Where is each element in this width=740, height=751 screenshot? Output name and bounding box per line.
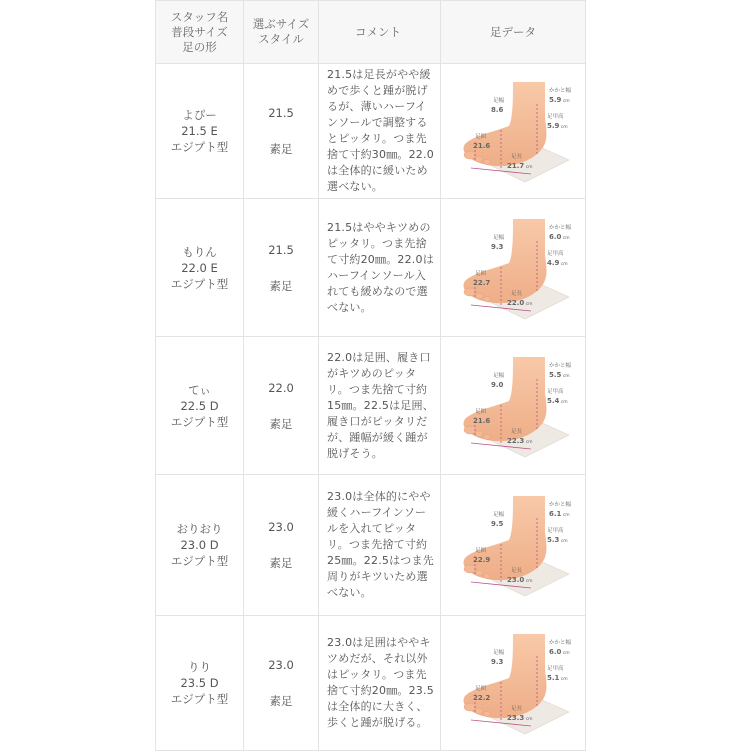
- instep-value: 5.1 cm: [547, 674, 568, 682]
- length-label: 足長: [511, 290, 523, 297]
- heel-width-value: 6.0 cm: [549, 648, 570, 656]
- chosen-size: 23.0: [268, 658, 294, 672]
- staff-name: よぴー: [182, 108, 217, 122]
- table-row: [156, 475, 586, 616]
- foot-diagram: [453, 630, 573, 736]
- chosen-size-cell: [244, 616, 319, 751]
- staff-cell: [156, 337, 244, 475]
- length-value: 23.3 cm: [507, 714, 533, 722]
- foot-width-value: 9.0: [491, 380, 504, 389]
- staff-cell: [156, 64, 244, 199]
- foot-shape: エジプト型: [170, 692, 229, 706]
- instep-label: 足甲高: [547, 114, 564, 120]
- length-value: 22.0 cm: [507, 298, 533, 307]
- girth-value: 21.6: [473, 416, 491, 425]
- comment-cell: [319, 337, 441, 475]
- foot-shape: エジプト型: [170, 414, 229, 429]
- staff-name: もりん: [182, 244, 217, 259]
- girth-value: 22.7: [473, 278, 491, 287]
- usual-size: 21.5 E: [181, 124, 218, 138]
- comment-text: 21.5はややキツめのピッタリ。つま先捨て寸約20㎜。22.0はハーフインソール入れても緩めなので選べない。: [327, 220, 434, 314]
- foot-data-cell: [441, 337, 586, 475]
- staff-cell: [156, 475, 244, 616]
- style: 素足: [269, 278, 293, 293]
- length-value: 22.3 cm: [507, 436, 533, 445]
- heel-width-value: 5.9 cm: [549, 96, 570, 104]
- chosen-size: 23.0: [268, 520, 294, 534]
- usual-size: 22.0 E: [181, 260, 218, 275]
- girth-value: 22.2: [473, 694, 491, 702]
- style: 素足: [269, 694, 293, 708]
- length-label: 足長: [511, 428, 523, 435]
- foot-width-label: 足幅: [493, 650, 505, 656]
- comment-cell: [319, 199, 441, 337]
- foot-data-cell: [441, 616, 586, 751]
- foot-width-value: 8.6: [491, 106, 504, 114]
- heel-width-label: かかと幅: [549, 640, 572, 646]
- heel-width-label: かかと幅: [549, 88, 572, 94]
- length-label: 足長: [511, 154, 523, 160]
- chosen-size-cell: [244, 199, 319, 337]
- length-value: 23.0 cm: [507, 576, 533, 584]
- instep-value: 4.9 cm: [547, 258, 568, 267]
- header-staff: スタッフ名 普段サイズ 足の形: [156, 1, 244, 64]
- heel-width-value: 6.1 cm: [549, 510, 570, 518]
- foot-diagram: [453, 215, 573, 321]
- instep-label: 足甲高: [547, 666, 564, 672]
- girth-label: 足囲: [475, 134, 487, 140]
- instep-label: 足甲高: [547, 250, 564, 257]
- foot-diagram: [453, 353, 573, 459]
- chosen-size-cell: [244, 475, 319, 616]
- table-row: [156, 337, 586, 475]
- foot-diagram: [453, 492, 573, 598]
- foot-width-label: 足幅: [493, 98, 505, 104]
- staff-size-table: [155, 0, 586, 751]
- comment-text: 22.0は足囲、履き口がキツめのピッタリ。つま先捨て寸約15㎜。22.5は足囲、履き口がピッタリだが、踵幅が緩く踵が脱げそう。: [327, 350, 434, 460]
- foot-width-value: 9.5: [491, 520, 504, 528]
- comment-cell: [319, 64, 441, 199]
- usual-size: 22.5 D: [180, 398, 219, 413]
- header-foot-data: 足データ: [441, 1, 586, 64]
- staff-cell: [156, 199, 244, 337]
- heel-width-value: 6.0 cm: [549, 232, 570, 241]
- foot-data-cell: [441, 475, 586, 616]
- foot-width-value: 9.3: [491, 242, 504, 251]
- staff-cell: [156, 616, 244, 751]
- foot-diagram: [453, 78, 573, 184]
- foot-width-label: 足幅: [493, 372, 505, 379]
- girth-label: 足囲: [475, 408, 487, 415]
- instep-label: 足甲高: [547, 528, 564, 534]
- style: 素足: [269, 416, 293, 431]
- table-header-row: [156, 1, 586, 64]
- instep-label: 足甲高: [547, 388, 564, 395]
- foot-width-label: 足幅: [493, 234, 505, 241]
- foot-data-cell: [441, 199, 586, 337]
- girth-label: 足囲: [475, 548, 487, 554]
- table-row: [156, 199, 586, 337]
- instep-value: 5.4 cm: [547, 396, 568, 405]
- chosen-size-cell: [244, 64, 319, 199]
- heel-width-label: かかと幅: [549, 502, 572, 508]
- girth-value: 22.9: [473, 556, 491, 564]
- foot-shape: エジプト型: [170, 554, 229, 568]
- heel-width-value: 5.5 cm: [549, 370, 570, 379]
- usual-size: 23.0 D: [180, 538, 219, 552]
- comment-text: 23.0は全体的にやや緩くハーフインソールを入れてピッタリ。つま先捨て寸約25㎜。22.5はつま先周りがキツいため選べない。: [327, 490, 434, 599]
- header-size: 選ぶサイズ スタイル: [244, 1, 319, 64]
- girth-label: 足囲: [475, 686, 487, 692]
- table-row: [156, 64, 586, 199]
- heel-width-label: かかと幅: [549, 224, 572, 231]
- girth-value: 21.6: [473, 142, 491, 150]
- foot-data-cell: [441, 64, 586, 199]
- comment-cell: [319, 616, 441, 751]
- chosen-size: 21.5: [268, 242, 294, 257]
- heel-width-label: かかと幅: [549, 362, 572, 369]
- comment-text: 21.5は足長がやや緩めで歩くと踵が脱げるが、薄いハーフインソールで調整するとピッタリ。つま先捨て寸約30㎜。22.0は全体的に緩いため選べない。: [327, 68, 434, 193]
- length-label: 足長: [511, 568, 523, 574]
- instep-value: 5.3 cm: [547, 536, 568, 544]
- style: 素足: [269, 142, 293, 156]
- foot-width-value: 9.3: [491, 658, 504, 666]
- style: 素足: [269, 556, 293, 570]
- table-row: [156, 616, 586, 751]
- staff-name: りり: [188, 660, 211, 674]
- staff-name: てぃ: [188, 382, 211, 397]
- foot-shape: エジプト型: [170, 276, 229, 291]
- length-value: 21.7 cm: [507, 162, 533, 170]
- header-comment: コメント: [319, 1, 441, 64]
- comment-text: 23.0は足囲はややキツめだが、それ以外はピッタリ。つま先捨て寸約20㎜。23.5は全体的に大きく、歩くと踵が脱げる。: [327, 636, 434, 729]
- staff-name: おりおり: [176, 522, 223, 536]
- foot-width-label: 足幅: [493, 512, 505, 518]
- instep-value: 5.9 cm: [547, 122, 568, 130]
- chosen-size: 21.5: [268, 106, 294, 120]
- usual-size: 23.5 D: [180, 676, 219, 690]
- comment-cell: [319, 475, 441, 616]
- length-label: 足長: [511, 706, 523, 712]
- chosen-size: 22.0: [268, 380, 294, 395]
- girth-label: 足囲: [475, 270, 487, 277]
- foot-shape: エジプト型: [170, 140, 229, 154]
- chosen-size-cell: [244, 337, 319, 475]
